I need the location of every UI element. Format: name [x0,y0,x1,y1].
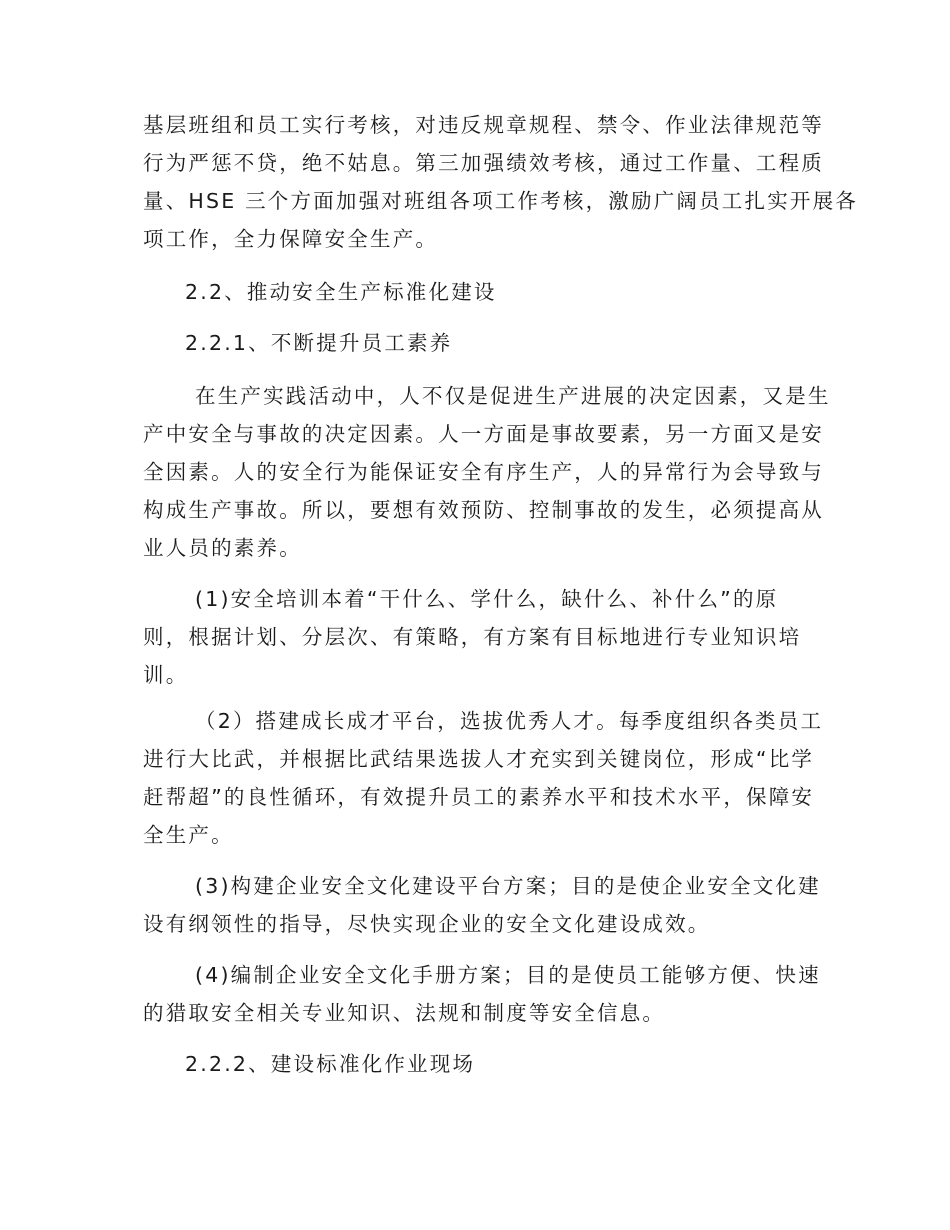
subsection-heading: 2.2.2、建设标准化作业现场 [185,1052,476,1076]
list-item-line: 全生产。 [143,823,234,847]
paragraph-line: 基层班组和员工实行考核，对违反规章规程、禁令、作业法律规范等 [143,113,824,137]
subsection-heading: 2.2.1、不断提升员工素养 [185,331,453,355]
paragraph-line: 构成生产事故。所以，要想有效预防、控制事故的发生，必须提高从 [143,498,824,522]
section-heading: 2.2、推动安全生产标准化建设 [185,280,497,304]
list-item-line: 进行大比武，并根据比武结果选拔人才充实到关键岗位，形成“比学 [143,747,815,771]
paragraph-line: 产中安全与事故的决定因素。人一方面是事故要素，另一方面又是安 [143,422,824,446]
paragraph-line: 项工作，全力保障安全生产。 [143,227,439,251]
list-item-line: 训。 [143,663,189,687]
list-item-line: 设有纲领性的指导，尽快实现企业的安全文化建设成效。 [143,912,711,936]
list-item-line: (3)构建企业安全文化建设平台方案；目的是使企业安全文化建 [195,874,821,898]
paragraph-line: 行为严惩不贷，绝不姑息。第三加强绩效考核，通过工作量、工程质 [143,151,824,175]
list-item-line: (1)安全培训本着“干什么、学什么，缺什么、补什么”的原 [195,587,779,611]
paragraph-line: 业人员的素养。 [143,536,302,560]
paragraph-line: 在生产实践活动中，人不仅是促进生产进展的决定因素，又是生 [195,384,831,408]
list-item-line: 的猎取安全相关专业知识、法规和制度等安全信息。 [143,1001,666,1025]
list-item-line: 赶帮超”的良性循环，有效提升员工的素养水平和技术水平，保障安 [143,785,815,809]
paragraph-line: 全因素。人的安全行为能保证安全有序生产，人的异常行为会导致与 [143,460,824,484]
list-item-line: （2）搭建成长成才平台，选拔优秀人才。每季度组织各类员工 [195,709,824,733]
paragraph-line: 量、HSE 三个方面加强对班组各项工作考核，激励广阔员工扎实开展各 [143,189,858,213]
list-item-line: (4)编制企业安全文化手册方案；目的是使员工能够方便、快速 [195,963,821,987]
list-item-line: 则，根据计划、分层次、有策略，有方案有目标地进行专业知识培 [143,625,802,649]
